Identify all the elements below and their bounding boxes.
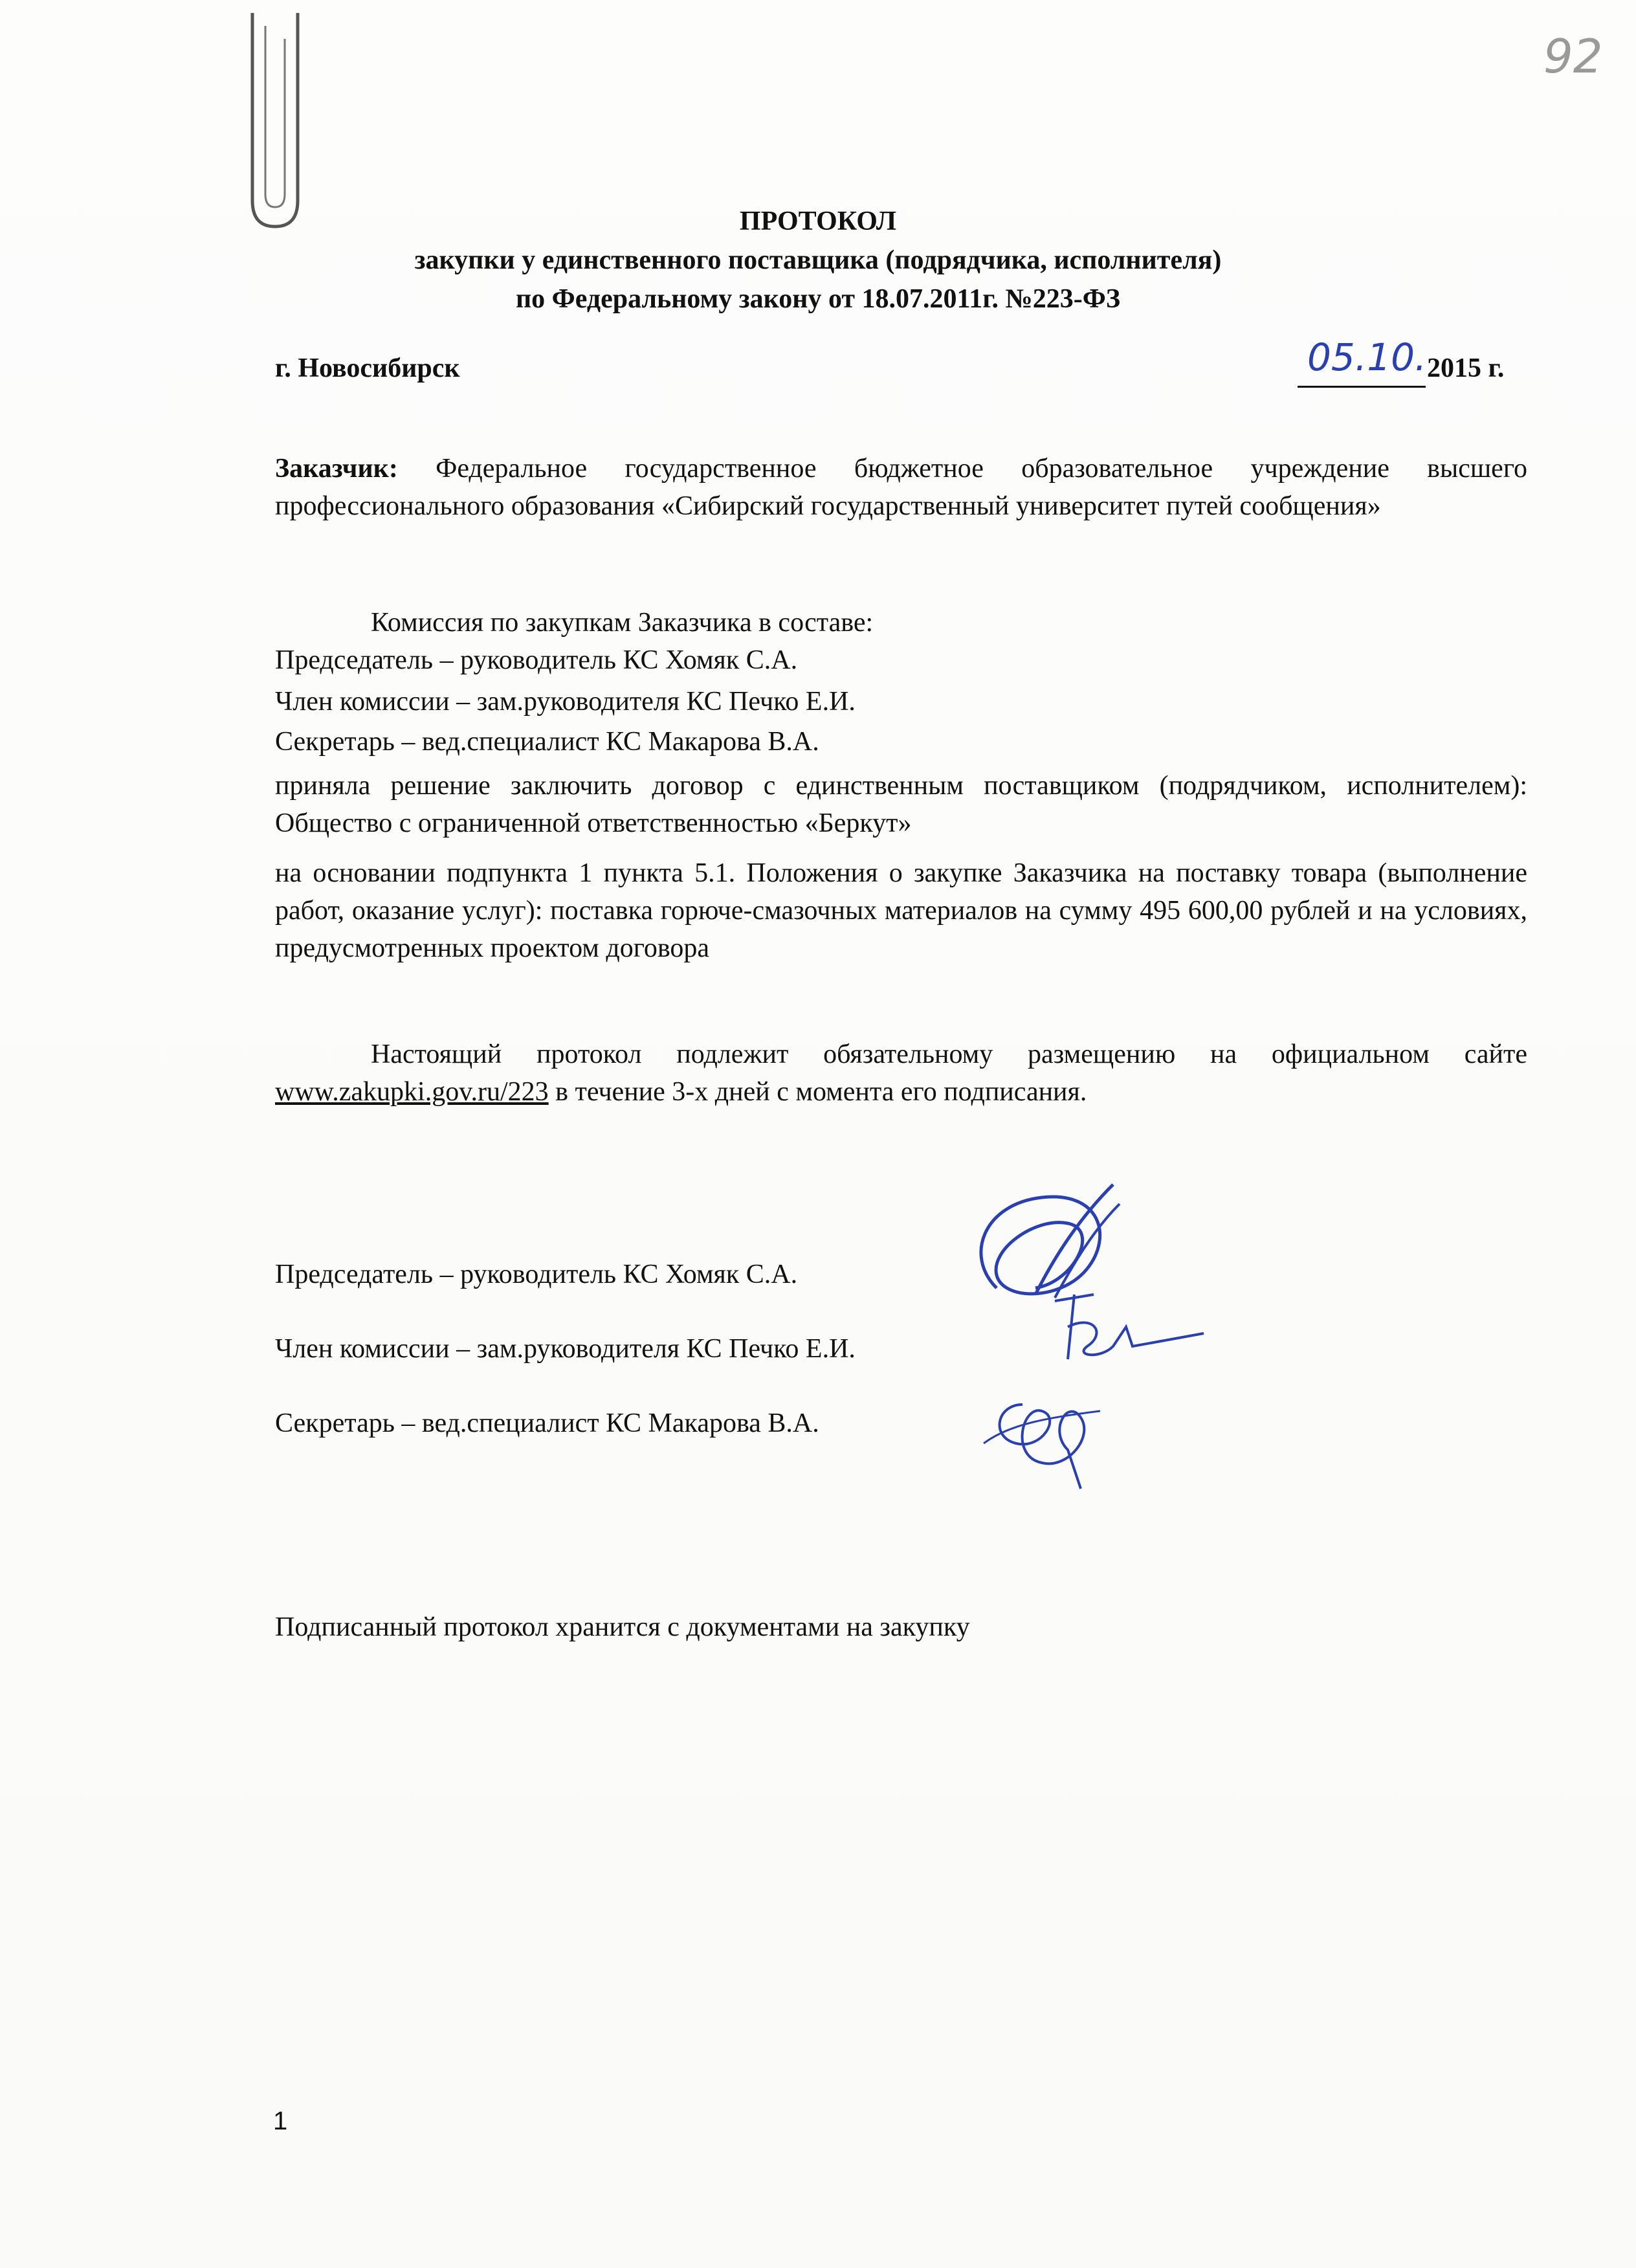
customer-label: Заказчик: [275, 454, 398, 484]
publication-paragraph [275, 1036, 1527, 1111]
place: г. Новосибирск [275, 353, 460, 383]
signature-line-secretary: Секретарь – вед.специалист КС Макарова В.А. [275, 1408, 819, 1438]
commission-intro: Комиссия по закупкам Заказчика в составе: [371, 608, 874, 638]
signature-secretary-icon [971, 1379, 1126, 1495]
handwritten-page-number: 92 [1543, 29, 1603, 83]
publication-text-before: Настоящий протокол подлежит обязательному размещению на официальном сайте [371, 1040, 1527, 1069]
date-handwritten: 05.10. [1307, 335, 1427, 379]
customer-text: Федеральное государственное бюджетное образовательное учреждение высшего профессионального образования «Сибирский государственный университет путей сообщения» [275, 454, 1527, 521]
document-title: ПРОТОКОЛ [739, 206, 897, 236]
document-subtitle-line1: закупки у единственного поставщика (подрядчика, исполнителя) [414, 245, 1222, 275]
date-block [1298, 335, 1531, 387]
date-printed: 2015 г. [1427, 353, 1505, 383]
footer-note: Подписанный протокол хранится с документами на закупку [275, 1612, 970, 1642]
commission-member-chair: Председатель – руководитель КС Хомяк С.А. [275, 645, 798, 675]
page-number: 1 [273, 2107, 288, 2135]
signature-deputy-icon [1035, 1288, 1217, 1379]
official-site-link[interactable]: www.zakupki.gov.ru/223 [275, 1077, 549, 1107]
commission-member-deputy: Член комиссии – зам.руководителя КС Печко Е.И. [275, 687, 856, 717]
publication-text-after: в течение 3-х дней с момента его подписания. [548, 1077, 1087, 1107]
customer-paragraph [275, 450, 1527, 525]
signature-line-deputy: Член комиссии – зам.руководителя КС Печко Е.И. [275, 1334, 856, 1364]
paper-clip-mark [239, 13, 311, 233]
commission-decision: приняла решение заключить договор с единственным поставщиком (подрядчиком, исполнителем): Общество с ограниченной ответственностью «Беркут» [275, 771, 1527, 838]
document-subtitle-line2: по Федеральному закону от 18.07.2011г. №223-ФЗ [515, 284, 1120, 314]
date-underline [1298, 386, 1426, 388]
commission-member-secretary: Секретарь – вед.специалист КС Макарова В.А. [275, 727, 819, 757]
signature-line-chair: Председатель – руководитель КС Хомяк С.А. [275, 1260, 798, 1289]
commission-basis: на основании подпункта 1 пункта 5.1. Положения о закупке Заказчика на поставку товара (выполнение работ, оказание услуг): поставка горюче-смазочных материалов на сумму 495 600,00 рублей и на условиях, предусмотренных проектом договора [275, 858, 1527, 963]
